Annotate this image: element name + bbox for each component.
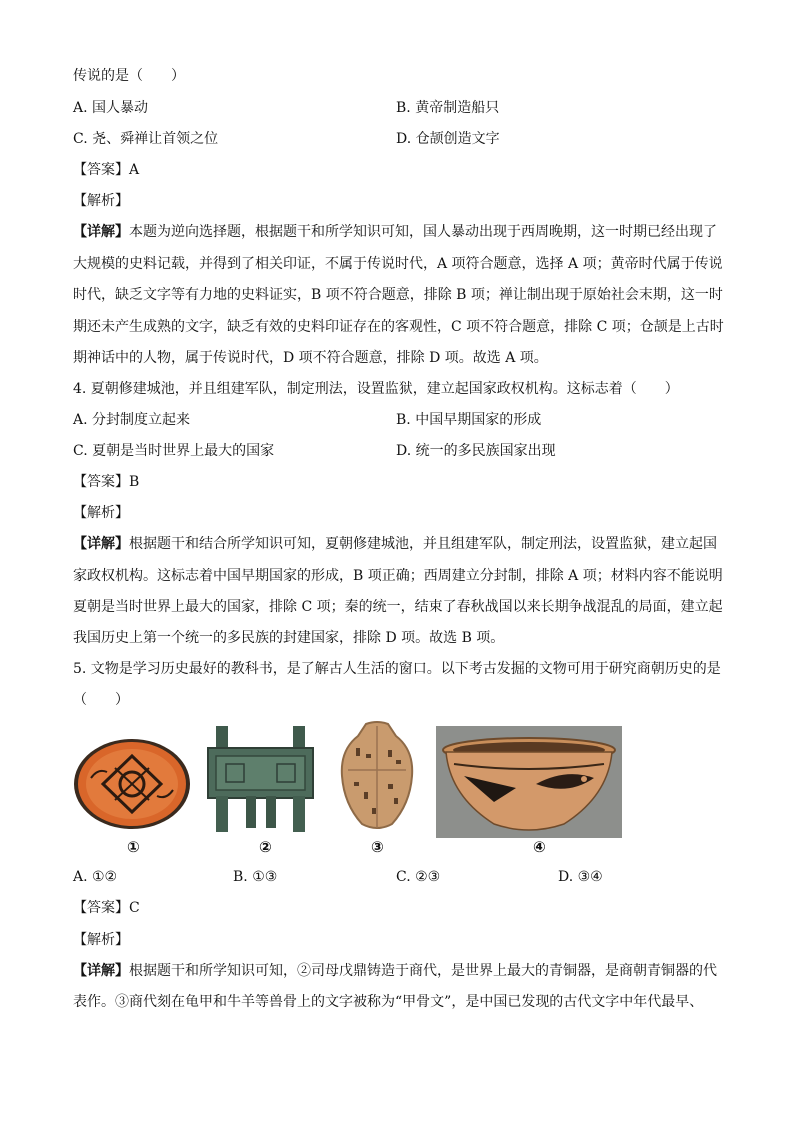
figure-label-3: ③ <box>371 838 384 856</box>
painted-pottery-pot-image <box>436 726 622 838</box>
q5-answer: 【答案】C <box>73 900 140 916</box>
q3-detail-line: 大规模的史料记载，并得到了相关印证，不属于传说时代，A 项符合题意，选择 A 项；黄帝时代属于传说 <box>73 256 723 272</box>
q3-detail-line: 时代，缺乏文字等有力地的史料证实，B 项不符合题意，排除 B 项；禅让制出现于原始社会末期，这一时 <box>73 287 723 303</box>
q4-option-c: C. 夏朝是当时世界上最大的国家 <box>73 443 275 459</box>
q4-analysis-label: 【解析】 <box>73 505 129 521</box>
bronze-ding-image <box>198 724 323 836</box>
q4-answer: 【答案】B <box>73 474 140 490</box>
q4-detail-line: 夏朝是当时世界上最大的国家，排除 C 项；秦的统一，结束了春秋战国以来长期争战混乱的局面，建立起 <box>73 599 723 615</box>
q3-detail-text: 本题为逆向选择题，根据题干和所学知识可知，国人暴动出现于西周晚期，这一时期已经出现了 <box>129 224 717 240</box>
q3-detail-line: 期神话中的人物，属于传说时代，D 项不符合题意，排除 D 项。故选 A 项。 <box>73 350 548 366</box>
q4-detail-line: 家政权机构。这标志着中国早期国家的形成，B 项正确；西周建立分封制，排除 A 项；材料内容不能说明 <box>73 568 723 584</box>
q5-analysis-label: 【解析】 <box>73 932 129 948</box>
q3-detail-label: 【详解】 <box>73 224 129 240</box>
figure-label-1: ① <box>127 838 140 856</box>
q4-stem: 4. 夏朝修建城池，并且组建军队，制定刑法，设置监狱，建立起国家政权机构。这标志着（ ） <box>73 381 679 397</box>
q5-detail-line: 表作。③商代刻在龟甲和牛羊等兽骨上的文字被称为“甲骨文”，是中国已发现的古代文字中年代最早、 <box>73 994 704 1010</box>
q3-answer: 【答案】A <box>73 162 140 178</box>
q4-option-d: D. 统一的多民族国家出现 <box>396 443 556 459</box>
q5-option-c: C. ②③ <box>396 869 441 885</box>
oracle-bone-image <box>336 720 418 832</box>
painted-basin-image <box>73 738 191 830</box>
figure-label-4: ④ <box>533 838 546 856</box>
figure-label-2: ② <box>259 838 272 856</box>
q3-option-a: A. 国人暴动 <box>73 100 149 116</box>
q3-stem-tail: 传说的是（ ） <box>73 68 185 84</box>
q3-detail-line <box>73 222 723 242</box>
q3-option-b: B. 黄帝制造船只 <box>396 100 500 116</box>
q4-detail-line: 我国历史上第一个统一的多民族的封建国家，排除 D 项。故选 B 项。 <box>73 630 505 646</box>
q4-detail-line <box>73 534 723 554</box>
q4-option-a: A. 分封制度立起来 <box>73 412 191 428</box>
q3-option-c: C. 尧、舜禅让首领之位 <box>73 131 219 147</box>
q3-option-d: D. 仓颉创造文字 <box>396 131 500 147</box>
q5-stem-paren: （ ） <box>73 692 129 708</box>
q5-detail-line <box>73 961 723 981</box>
q5-option-d: D. ③④ <box>558 869 603 885</box>
q4-detail-label: 【详解】 <box>73 536 129 552</box>
q5-stem: 5. 文物是学习历史最好的教科书，是了解古人生活的窗口。以下考古发掘的文物可用于研究商朝历史的是 <box>73 661 721 677</box>
q3-detail-line: 期还未产生成熟的文字，缺乏有效的史料印证存在的客观性，C 项不符合题意，排除 C 项；仓颉是上古时 <box>73 319 724 335</box>
q5-detail-label: 【详解】 <box>73 963 129 979</box>
q3-analysis-label: 【解析】 <box>73 193 129 209</box>
q5-option-a: A. ①② <box>73 869 118 885</box>
q5-detail-text: 根据题干和所学知识可知，②司母戊鼎铸造于商代，是世界上最大的青铜器，是商朝青铜器的代 <box>129 963 717 979</box>
q5-option-b: B. ①③ <box>233 869 278 885</box>
q4-option-b: B. 中国早期国家的形成 <box>396 412 542 428</box>
q4-detail-text: 根据题干和结合所学知识可知，夏朝修建城池，并且组建军队，制定刑法，设置监狱，建立起国 <box>129 536 717 552</box>
